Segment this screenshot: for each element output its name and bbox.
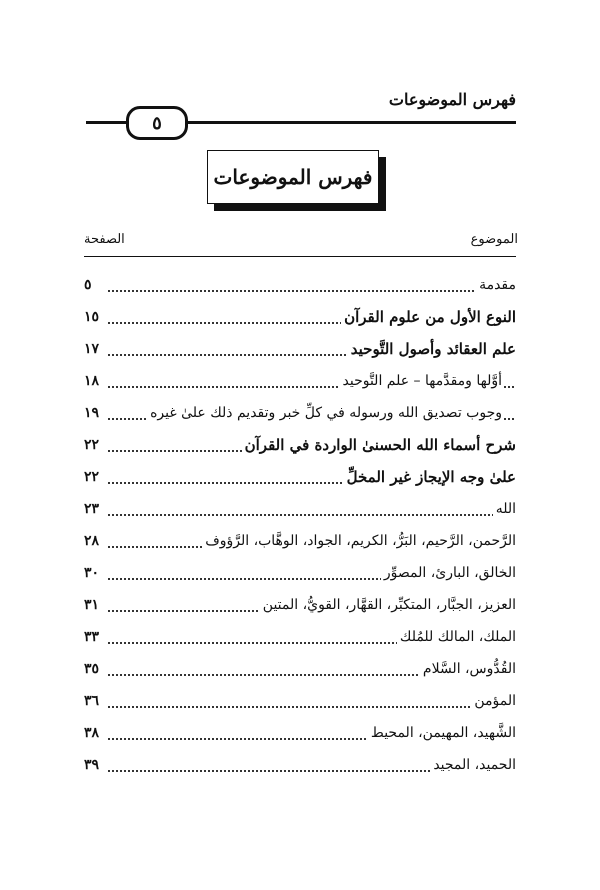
toc-entry-title: علم العقائد وأصول التَّوحيد bbox=[348, 338, 516, 360]
dot-leader bbox=[108, 290, 514, 292]
page-number-badge: ٥ bbox=[126, 106, 188, 140]
page-title: فهرس الموضوعات bbox=[207, 150, 379, 204]
toc-entry-page: ٣٨ bbox=[84, 722, 106, 744]
toc-entry[interactable] bbox=[84, 594, 516, 626]
toc-entry-page: ٣٩ bbox=[84, 754, 106, 776]
toc-entry[interactable] bbox=[84, 370, 516, 402]
toc-entry[interactable] bbox=[84, 530, 516, 562]
toc-entry-title: أوَّلها ومقدَّمها – علم التَّوحيد bbox=[340, 370, 503, 392]
header-rule-right bbox=[186, 121, 516, 124]
toc-entry-title: علىٰ وجه الإيجاز غير المخلِّ bbox=[344, 466, 516, 488]
dot-leader bbox=[108, 514, 514, 516]
toc-entry-page: ١٩ bbox=[84, 402, 106, 424]
toc-entry-page: ٣٠ bbox=[84, 562, 106, 584]
toc-entry[interactable] bbox=[84, 562, 516, 594]
toc-entry-title: الرَّحمن، الرَّحيم، البَرُّ، الكريم، الجواد، الوهَّاب، الرَّؤوف bbox=[202, 530, 516, 552]
toc-entry-page: ٢٨ bbox=[84, 530, 106, 552]
toc-entry[interactable] bbox=[84, 402, 516, 434]
toc-entry-page: ٣٣ bbox=[84, 626, 106, 648]
toc-entry-title: شرح أسماء الله الحسنىٰ الواردة في القرآن bbox=[242, 434, 516, 456]
toc-entry-page: ١٨ bbox=[84, 370, 106, 392]
running-title: فهرس الموضوعات bbox=[388, 90, 516, 109]
toc-entry-title: الملك، المالك للمُلك bbox=[397, 626, 516, 648]
toc-entry-page: ٥ bbox=[84, 274, 106, 296]
toc-entry[interactable] bbox=[84, 498, 516, 530]
toc-entry-page: ٣٦ bbox=[84, 690, 106, 712]
toc-entry[interactable] bbox=[84, 658, 516, 690]
toc-entry[interactable] bbox=[84, 274, 516, 306]
toc-entry-page: ٢٢ bbox=[84, 434, 106, 456]
toc-entry-title: الحميد، المجيد bbox=[430, 754, 516, 776]
toc-entry-title: مقدمة bbox=[476, 274, 516, 296]
table-of-contents bbox=[84, 274, 516, 786]
header-divider bbox=[84, 256, 516, 257]
toc-entry-page: ٢٣ bbox=[84, 498, 106, 520]
toc-entry[interactable] bbox=[84, 722, 516, 754]
toc-entry-page: ٣٥ bbox=[84, 658, 106, 680]
toc-entry-title: القُدُّوس، السَّلام bbox=[420, 658, 516, 680]
toc-entry-title: العزيز، الجبَّار، المتكبِّر، القهَّار، القويُّ، المتين bbox=[260, 594, 516, 616]
toc-entry-title: النوع الأول من علوم القرآن bbox=[341, 306, 516, 328]
toc-entry[interactable] bbox=[84, 626, 516, 658]
toc-entry-page: ١٥ bbox=[84, 306, 106, 328]
toc-entry-title: المؤمن bbox=[471, 690, 516, 712]
toc-entry-page: ٣١ bbox=[84, 594, 106, 616]
toc-entry-title: وجوب تصديق الله ورسوله في كلِّ خبر وتقديم ذلك علىٰ غيره bbox=[147, 402, 502, 424]
toc-entry[interactable] bbox=[84, 338, 516, 370]
toc-entry-page: ٢٢ bbox=[84, 466, 106, 488]
toc-entry-title: الله bbox=[493, 498, 516, 520]
toc-entry[interactable] bbox=[84, 690, 516, 722]
toc-entry-title: الخالق، البارئ، المصوِّر bbox=[381, 562, 516, 584]
column-header-page: الصفحة bbox=[84, 232, 125, 247]
dot-leader bbox=[108, 706, 514, 708]
toc-entry[interactable] bbox=[84, 466, 516, 498]
toc-entry[interactable] bbox=[84, 306, 516, 338]
toc-entry-title: الشَّهيد، المهيمن، المحيط bbox=[368, 722, 516, 744]
toc-entry[interactable] bbox=[84, 754, 516, 786]
toc-entry[interactable] bbox=[84, 434, 516, 466]
toc-entry-page: ١٧ bbox=[84, 338, 106, 360]
column-header-topic: الموضوع bbox=[470, 232, 518, 247]
